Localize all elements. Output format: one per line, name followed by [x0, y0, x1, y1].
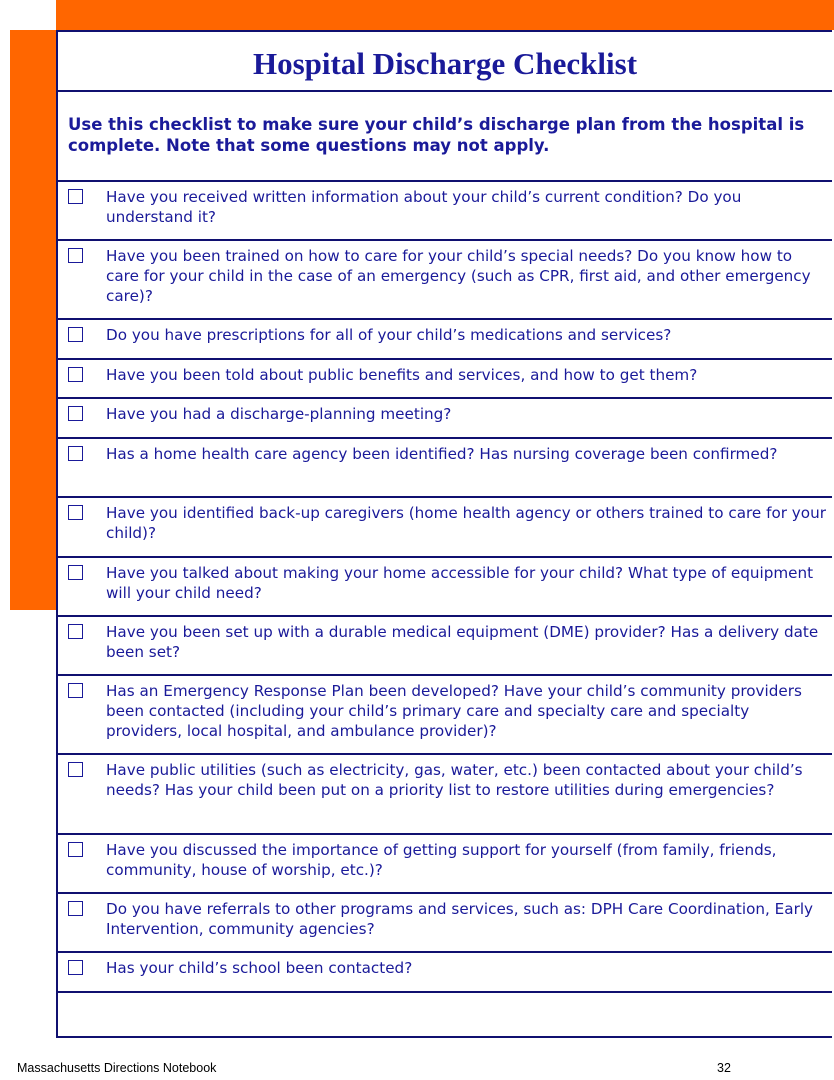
checkbox[interactable]	[68, 762, 83, 777]
checkbox[interactable]	[68, 842, 83, 857]
checkbox[interactable]	[68, 189, 83, 204]
checklist-item	[58, 835, 832, 894]
checkbox[interactable]	[68, 624, 83, 639]
checklist-item-text: Have you discussed the importance of getting support for yourself (from family, friends, community, house of worship, etc.)?	[106, 841, 777, 879]
checkbox[interactable]	[68, 406, 83, 421]
checklist-item	[58, 498, 832, 558]
checklist-item	[58, 320, 832, 360]
checklist-item	[58, 617, 832, 676]
checklist-item	[58, 360, 832, 399]
footer-notebook-name: Massachusetts Directions Notebook	[17, 1061, 217, 1075]
checkbox[interactable]	[68, 248, 83, 263]
checkbox[interactable]	[68, 367, 83, 382]
page-title: Hospital Discharge Checklist	[252, 46, 638, 81]
checklist-item	[58, 953, 832, 993]
checklist-item-text: Have you been set up with a durable medical equipment (DME) provider? Has a delivery date been set?	[106, 623, 819, 661]
page-number: 32	[717, 1061, 731, 1075]
checklist-item-text: Has an Emergency Response Plan been developed? Have your child’s community providers been contacted (including your child’s primary care and specialty care and specialty providers, local hospital, and ambulance provider)?	[106, 682, 802, 740]
checklist-item-text: Have you identified back-up caregivers (home health agency or others trained to care for your child)?	[106, 504, 826, 542]
checklist-item	[58, 676, 832, 755]
checklist-item-text: Has your child’s school been contacted?	[106, 959, 413, 977]
checklist-item-text: Have you received written information about your child’s current condition? Do you understand it?	[106, 188, 742, 226]
checklist-item-text: Do you have referrals to other programs and services, such as: DPH Care Coordination, Early Intervention, community agencies?	[106, 900, 814, 938]
orange-top-band	[56, 0, 834, 30]
checklist-item-text: Have you talked about making your home accessible for your child? What type of equipment will your child need?	[106, 564, 814, 602]
checklist-item	[58, 439, 832, 498]
title-row	[58, 32, 832, 92]
checklist-item	[58, 241, 832, 320]
checklist-item-text: Have you been told about public benefits and services, and how to get them?	[106, 366, 698, 384]
checklist-item	[58, 182, 832, 241]
checklist-item	[58, 399, 832, 439]
checklist-item-text: Have public utilities (such as electricity, gas, water, etc.) been contacted about your child’s needs? Has your child been put on a priority list to restore utilities during emergencies?	[106, 761, 803, 799]
checkbox[interactable]	[68, 505, 83, 520]
checkbox[interactable]	[68, 901, 83, 916]
checklist-item-text: Has a home health care agency been identified? Has nursing coverage been confirmed?	[106, 445, 778, 463]
checkbox[interactable]	[68, 446, 83, 461]
checklist-item-text: Have you had a discharge-planning meeting?	[106, 405, 452, 423]
checklist-item	[58, 894, 832, 953]
checkbox[interactable]	[68, 565, 83, 580]
checkbox[interactable]	[68, 683, 83, 698]
checkbox[interactable]	[68, 327, 83, 342]
checklist-item	[58, 558, 832, 617]
orange-side-band	[10, 30, 56, 610]
checkbox[interactable]	[68, 960, 83, 975]
intro-text: Use this checklist to make sure your child’s discharge plan from the hospital is complete. Note that some questions may not apply.	[58, 92, 832, 182]
checklist-item	[58, 755, 832, 835]
checklist-sheet	[56, 30, 832, 1038]
checklist-item-text: Do you have prescriptions for all of your child’s medications and services?	[106, 326, 672, 344]
checklist-item-text: Have you been trained on how to care for your child’s special needs? Do you know how to care for your child in the case of an emergency (such as CPR, first aid, and other emergency care)?	[106, 247, 811, 305]
